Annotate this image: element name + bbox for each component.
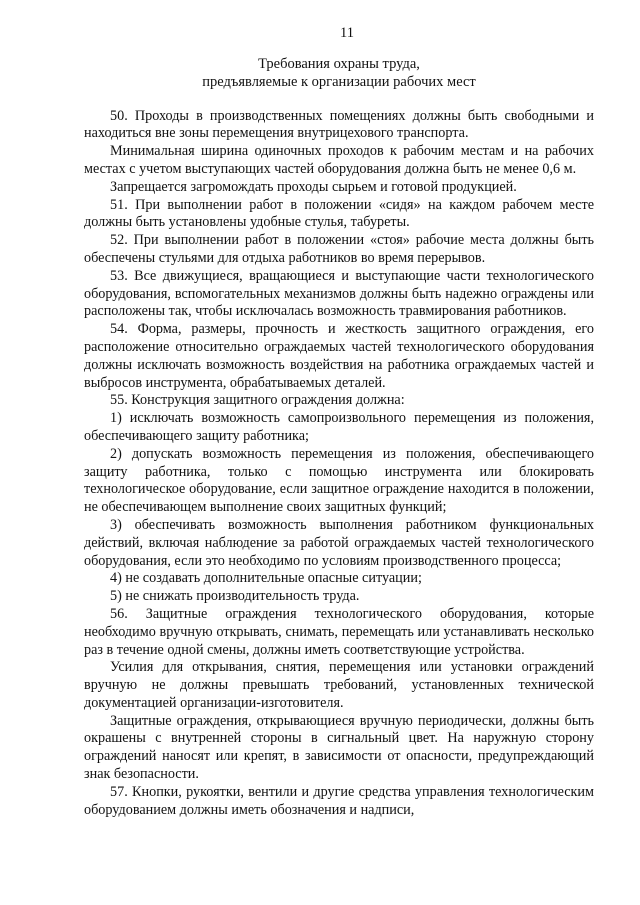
paragraph-56-force: Усилия для открывания, снятия, перемещения или установки ограждений вручную не должны превышать требований, установленных технической документацией организации-изготовителя. xyxy=(84,659,594,711)
paragraph-56-signal-color: Защитные ограждения, открывающиеся вручную периодически, должны быть окрашены с внутренней стороны в сигнальный цвет. На наружную сторону ограждений наносят или крепят, в зависимости от опасности, предупреждающий знак безопасности. xyxy=(84,712,594,783)
paragraph-53: 53. Все движущиеся, вращающиеся и выступающие части технологического оборудования, вспомогательных механизмов должны быть надежно ограждены или расположены так, чтобы исключалась возможность травмирования работников. xyxy=(84,267,594,320)
heading-line-1: Требования охраны труда, xyxy=(258,56,420,72)
list-item-1: 1) исключать возможность самопроизвольного перемещения из положения, обеспечивающего защиту работника; xyxy=(84,410,594,444)
paragraph-55: 55. Конструкция защитного ограждения должна: xyxy=(110,392,405,409)
page-number: 11 xyxy=(340,25,354,41)
paragraph-56: 56. Защитные ограждения технологического оборудования, которые необходимо вручную открывать, снимать, перемещать или устанавливать несколько раз в течение одной смены, должны иметь соответствующие устройства. xyxy=(84,605,594,658)
section-heading xyxy=(84,56,594,92)
paragraph-57: 57. Кнопки, рукоятки, вентили и другие средства управления технологическим оборудованием должны иметь обозначения и надписи, xyxy=(84,783,594,818)
list-item-3: 3) обеспечивать возможность выполнения работником функциональных действий, включая наблюдение за работой ограждаемых частей технологического оборудования, если это необходимо по условиям производственного процесса; xyxy=(84,516,594,569)
paragraph-51: 51. При выполнении работ в положении «сидя» на каждом рабочем месте должны быть установлены удобные стулья, табуреты. xyxy=(84,196,594,231)
list-item-4: 4) не создавать дополнительные опасные ситуации; xyxy=(110,570,422,587)
paragraph-50: 50. Проходы в производственных помещениях должны быть свободными и находиться вне зоны перемещения внутрицехового транспорта. xyxy=(84,107,594,142)
paragraph-52: 52. При выполнении работ в положении «стоя» рабочие места должны быть обеспечены стульями для отдыха работников во время перерывов. xyxy=(84,232,594,266)
body-text xyxy=(84,108,594,820)
list-item-5: 5) не снижать производительность труда. xyxy=(110,588,360,605)
paragraph-50-width: Минимальная ширина одиночных проходов к рабочим местам и на рабочих местах с учетом выступающих частей оборудования должна быть не менее 0,6 м. xyxy=(84,143,594,177)
list-item-2: 2) допускать возможность перемещения из положения, обеспечивающего защиту работника, только с помощью инструмента или блокировать технологическое оборудование, если защитное ограждение находится в положении, не обеспечивающем выполнение своих защитных функций; xyxy=(84,445,594,516)
heading-line-2: предъявляемые к организации рабочих мест xyxy=(202,73,476,90)
paragraph-54: 54. Форма, размеры, прочность и жесткость защитного ограждения, его расположение относительно ограждаемых частей технологического оборудования должны исключать возможность воздействия на работника ограждаемых частей и выбросов инструмента, обрабатываемых деталей. xyxy=(84,321,594,391)
paragraph-50-prohibition: Запрещается загромождать проходы сырьем и готовой продукцией. xyxy=(110,178,517,195)
